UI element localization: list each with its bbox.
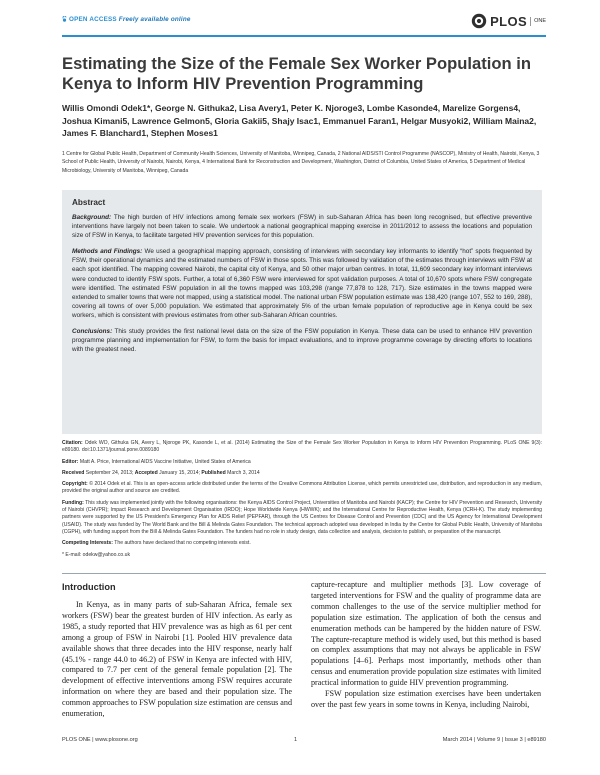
background-text: The high burden of HIV infections among female sex workers (FSW) in sub-Saharan Africa has been long recognised, but effective preventive interventions have largely not been taken to scale. We undertook a national geographical mapping exercise in 2011/2012 to assess the locations and population size of FSW in Kenya, to facilitate targeted HIV prevention services for this population. xyxy=(72,214,532,240)
journal-header xyxy=(62,12,546,32)
citation-text: Odek WO, Githuka GN, Avery L, Njoroge PK, Kasonde L, et al. (2014) Estimating the Size of the Female Sex Worker Population in Kenya to Inform HIV Prevention Programming. PLoS ONE 9(3): e89180. doi:10.1371/journal.pone.0089180 xyxy=(62,440,542,454)
abstract-conclusions xyxy=(72,327,532,354)
open-word: OPEN xyxy=(69,16,88,23)
editor xyxy=(62,459,542,466)
plos-logo-icon xyxy=(471,13,487,29)
copyright xyxy=(62,481,542,496)
competing-interests xyxy=(62,540,542,547)
plos-logo-suffix: ONE xyxy=(530,17,546,26)
funding-label: Funding: xyxy=(62,499,84,506)
intro-paragraph-1: In Kenya, as in many parts of sub-Saharan Africa, female sex workers (FSW) bear the greatest burden of HIV infection. As early as 1985, a study reported that HIV prevalence was as high as 61 per cent among a group of FSW in Nairobi [1]. Pooled HIV prevalence data available shows that three decades into the HIV response, nearly half (45.1% - range 44.0 to 46.2) of FSW in Kenya are infected with HIV, compared to 7.7 per cent of the general female population [2]. The development of effective interventions among FSW requires accurate information on where they are based and their population size. The common approaches to FSW population size estimation are census and enumeration, xyxy=(62,600,292,719)
body-column-left xyxy=(62,582,292,720)
plos-logo xyxy=(471,12,546,30)
footer-page-number: 1 xyxy=(294,737,298,743)
open-access-label xyxy=(62,16,191,23)
page-footer xyxy=(62,737,546,747)
citation-label: Citation: xyxy=(62,440,83,446)
footer-issue: March 2014 | Volume 9 | Issue 3 | e89180 xyxy=(442,737,546,743)
intro-paragraph-2: capture-recapture and multiplier methods [3]. Low coverage of targeted interventions for FSW and the quality of programme data are common challenges to the use of the service multiplier method for population size estimation. The application of both the census and enumeration methods can be hampered by the hidden nature of FSW. The capture-recapture method is widely used, but this method is based on complex assumptions that may not always be applicable in FSW populations [4–6]. Perhaps most importantly, methods other than census and enumeration provide population size estimates with limited practical information to guide HIV prevention programming. xyxy=(311,580,541,688)
footer-journal: PLOS ONE | www.plosone.org xyxy=(62,737,138,743)
funding-text: This study was implemented jointly with the following organisations: the Kenya AIDS Control Project, Universities of Manitoba and Nairobi (KACP); the Centre for HIV Prevention and Research, University of Nairobi (CHVPR); Impact Research and Development Organisation (IRDO); Hope Worldwide Kenya (HWWK); and the International Centre for Reproductive Health, Kenya (ICRH-K). The study implementing partners were supported by the US President's Emergency Plan for AIDS Relief (PEPFAR), through the US Centres for Disease Control and Prevention (CDC) and the US Agency for International Development (USAID). The study was funded by The World Bank and the Bill & Melinda Gates Foundation. The technical approach adopted was developed in India by the Centre for Global Public Health, University of Manitoba (CGPH), with funding support from the Bill & Melinda Gates Foundation. The funders had no role in study design, data collection and analysis, decision to publish, or preparation of the manuscript. xyxy=(62,499,542,535)
citation xyxy=(62,440,542,455)
editor-text: Matt A. Price, International AIDS Vaccine Initiative, United States of America xyxy=(79,458,251,465)
header-rule xyxy=(62,35,546,37)
corresponding-email: * E-mail: odekw@yahoo.co.uk xyxy=(62,551,131,558)
abstract-methods xyxy=(72,247,532,320)
background-label: Background: xyxy=(72,214,112,221)
article-title: Estimating the Size of the Female Sex Worker Population in Kenya to Inform HIV Prevention Programming xyxy=(62,54,532,93)
published-date: March 3, 2014 xyxy=(227,469,260,476)
affiliations: 1 Centre for Global Public Health, Department of Community Health Sciences, University of Manitoba, Winnipeg, Canada, 2 National AIDS/STI Control Programme (NASCOP), Ministry of Health, Nairobi, Kenya, 3 School of Public Health, University of Nairobi, Nairobi, Kenya, 4 International Bank for Reconstruction and Development, Washington, District of Columbia, United States of America, 5 Department of Medical Microbiology, University of Manitoba, Winnipeg, Canada xyxy=(62,151,540,174)
methods-text: We used a geographical mapping approach, consisting of interviews with secondary key informants to identify “hot” spots frequented by FSW, their operational dynamics and the estimated numbers of FSW in those spots. This was followed by validation of the estimates through interviews with FSW at each spot identified. The mapping covered Nairobi, the capital city of Kenya, and 50 other major urban centres. In total, 11,609 secondary key informant interviews were conducted to identify FSW spots. Further, a total of 6,360 FSW were interviewed for spot validation purposes. A total of 10,670 spots where FSW congregate were identified. The estimated FSW population in all the towns mapped was 103,298 (range 77,878 to 128, 717). Size estimates in the towns mapped were extended to smaller towns that were not mapped, using a statistical model. The national urban FSW population estimate was 138,420 (range 107, 552 to 169, 288), covering all towns of over 5,000 population. We estimated that approximately 5% of the urban female population of reproductive age in Kenya could be sex workers, which is consistent with previous estimates from other sub-Saharan African countries. xyxy=(72,248,533,319)
access-word: ACCESS xyxy=(89,16,117,23)
received-date: September 24, 2013; xyxy=(85,469,134,476)
copyright-text: © 2014 Odek et al. This is an open-access article distributed under the terms of the Creative Commons Attribution License, which permits unrestricted use, distribution, and reproduction in any medium, provided the original author and source are credited. xyxy=(62,481,542,495)
accepted-label: Accepted xyxy=(134,469,158,476)
abstract-box xyxy=(62,190,542,434)
abstract-background xyxy=(72,213,532,240)
competing-text: The authors have declared that no competing interests exist. xyxy=(114,540,251,547)
section-rule xyxy=(62,573,546,574)
plos-logo-word: PLOS xyxy=(490,13,528,29)
abstract-heading: Abstract xyxy=(72,198,106,207)
freely-available-text: Freely available online xyxy=(118,16,191,23)
funding xyxy=(62,500,542,536)
open-access-lock-icon xyxy=(62,16,67,22)
published-label: Published xyxy=(201,469,226,476)
author-list: Willis Omondi Odek1*, George N. Githuka2, Lisa Avery1, Peter K. Njoroge3, Lombe Kasonde4, Marelize Gorgens4, Joshua Kimani5, Lawrence Gelmon5, Gloria Gakii5, Shajy Isac1, Emmanuel Faran1, Helgar Musyoki2, William Maina2, James F. Blanchard1, Stephen Moses1 xyxy=(62,103,537,139)
article-metadata xyxy=(62,440,542,559)
methods-label: Methods and Findings: xyxy=(72,248,143,256)
conclusions-text: This study provides the first national level data on the size of the FSW population in Kenya. These data can be used to enhance HIV prevention programme planning and implementation for FSW, to form the basis for impact evaluations, and to improve programme coverage by directing efforts to locations with the greatest need. xyxy=(72,328,532,354)
editor-label: Editor: xyxy=(62,458,79,465)
introduction-heading: Introduction xyxy=(62,582,116,592)
received-label: Received xyxy=(62,469,85,476)
competing-label: Competing Interests: xyxy=(62,540,113,547)
dates xyxy=(62,470,542,477)
accepted-date: January 15, 2014; xyxy=(159,469,200,476)
intro-paragraph-3: FSW population size estimation exercises have been undertaken over the past few years in some towns in Kenya, including Nairobi, xyxy=(311,689,541,709)
body-column-right xyxy=(311,580,541,711)
copyright-label: Copyright: xyxy=(62,481,88,488)
conclusions-label: Conclusions: xyxy=(72,328,113,336)
